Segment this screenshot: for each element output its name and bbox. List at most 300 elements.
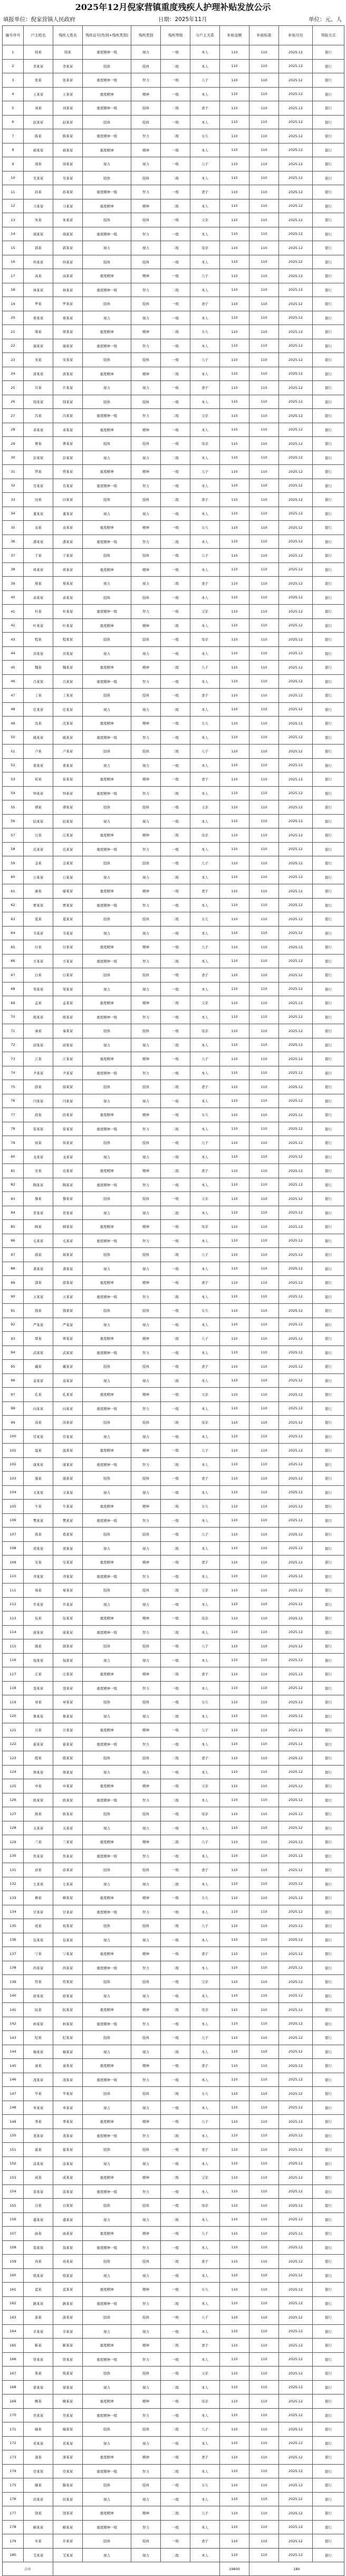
table-cell: 银行: [313, 479, 344, 493]
table-cell: 110: [220, 1192, 249, 1206]
table-cell: 一级: [161, 1108, 190, 1122]
table-cell: 智力: [131, 1513, 161, 1528]
table-cell: 110: [220, 1681, 249, 1695]
table-cell: 儿子: [190, 1136, 220, 1150]
table-cell: 110: [249, 842, 279, 856]
table-cell: 银行: [313, 2352, 344, 2367]
table-cell: 阮某某: [53, 2003, 83, 2017]
table-cell: 85: [3, 1220, 24, 1234]
table-cell: 110: [220, 1695, 249, 1710]
table-cell: 王某某: [53, 87, 83, 101]
table-cell: 龚某某: [24, 1262, 53, 1276]
table-cell: 110: [249, 1150, 279, 1164]
table-cell: 110: [249, 828, 279, 843]
table-cell: 李某某: [24, 59, 53, 73]
column-header: 领取方式: [313, 26, 344, 45]
table-cell: 银行: [313, 1919, 344, 1933]
table-cell: 一级: [161, 213, 190, 227]
table-cell: 2025.12: [279, 745, 313, 759]
table-cell: 110: [220, 185, 249, 199]
table-cell: 110: [249, 255, 279, 269]
table-cell: 精神: [131, 2003, 161, 2017]
table-cell: 110: [220, 2506, 249, 2521]
table-cell: 110: [220, 2087, 249, 2101]
table-row: [3, 1080, 344, 1094]
table-cell: 银行: [313, 493, 344, 507]
table-row: [3, 1919, 344, 1933]
table-cell: 贺某某: [53, 1206, 83, 1220]
table-cell: 一级: [161, 2394, 190, 2409]
table-cell: 110: [220, 702, 249, 717]
table-row: [3, 1751, 344, 1766]
table-cell: 一级: [161, 800, 190, 815]
table-cell: 10: [3, 171, 24, 185]
table-cell: 112: [3, 1597, 24, 1611]
table-cell: 肢体: [83, 800, 131, 815]
table-cell: 智力: [131, 1457, 161, 1472]
table-cell: 儿子: [190, 1444, 220, 1458]
table-cell: 银行: [313, 507, 344, 521]
table-cell: 邵某某: [53, 1276, 83, 1290]
table-row: [3, 1989, 344, 2003]
table-cell: 2025.12: [279, 1556, 313, 1570]
table-cell: 一级: [161, 590, 190, 605]
table-cell: 银行: [313, 171, 344, 185]
table-cell: 银行: [313, 2143, 344, 2157]
table-cell: 肢体: [131, 1304, 161, 1318]
table-cell: 银行: [313, 395, 344, 409]
table-cell: 银行: [313, 2339, 344, 2353]
table-cell: 蓝某某: [53, 2283, 83, 2297]
table-cell: 110: [220, 1136, 249, 1150]
table-cell: 银行: [313, 73, 344, 88]
table-cell: 一级: [161, 143, 190, 157]
table-cell: 110: [249, 2199, 279, 2213]
table-cell: 110: [220, 535, 249, 549]
table-cell: 殷某: [24, 1751, 53, 1766]
table-cell: 重度精神一级: [83, 227, 131, 241]
table-row: [3, 437, 344, 451]
table-cell: 110: [249, 633, 279, 647]
table-cell: 重度精神一级: [83, 101, 131, 116]
table-cell: 儿子: [190, 745, 220, 759]
table-cell: 肢体: [131, 912, 161, 927]
table-cell: 妻子: [190, 381, 220, 395]
table-cell: 132: [3, 1877, 24, 1891]
table-cell: 110: [249, 2408, 279, 2422]
table-cell: 2025.12: [279, 828, 313, 843]
table-cell: 视力: [83, 1429, 131, 1444]
table-row: [3, 325, 344, 339]
table-cell: 二级: [161, 2422, 190, 2437]
table-cell: 妻子: [190, 101, 220, 116]
table-cell: 14: [3, 227, 24, 241]
table-cell: 母亲: [190, 2003, 220, 2017]
table-cell: 易某: [24, 1583, 53, 1598]
table-cell: 智力: [131, 2520, 161, 2534]
table-cell: 2025.12: [279, 2087, 313, 2101]
table-cell: 一级: [161, 1318, 190, 1332]
table-cell: 郭某某: [53, 241, 83, 255]
table-cell: 银行: [313, 1583, 344, 1598]
table-cell: 方某某: [24, 954, 53, 968]
table-cell: 银行: [313, 2324, 344, 2339]
table-cell: 2025.12: [279, 856, 313, 871]
table-cell: 银行: [313, 800, 344, 815]
table-cell: 视力: [131, 451, 161, 465]
table-cell: 智力: [131, 2296, 161, 2311]
table-cell: 2025.12: [279, 842, 313, 856]
table-cell: 智力: [131, 730, 161, 745]
table-cell: 2025.12: [279, 2367, 313, 2381]
table-row: [3, 1024, 344, 1038]
table-cell: 3: [3, 73, 24, 88]
table-cell: 150: [3, 2129, 24, 2143]
table-cell: 二级: [161, 661, 190, 675]
table-cell: 127: [3, 1807, 24, 1821]
table-row: [3, 2031, 344, 2045]
table-cell: 110: [249, 1779, 279, 1793]
table-cell: 黎某某: [53, 1192, 83, 1206]
table-cell: 银行: [313, 1653, 344, 1667]
table-cell: 75: [3, 1080, 24, 1094]
table-cell: 110: [249, 45, 279, 60]
table-row: [3, 1066, 344, 1080]
table-cell: 110: [220, 241, 249, 255]
table-cell: 视力: [131, 1373, 161, 1388]
table-cell: 110: [249, 1178, 279, 1192]
table-cell: 一级: [161, 1639, 190, 1654]
table-cell: 2025.12: [279, 2520, 313, 2534]
table-cell: 110: [249, 968, 279, 982]
table-cell: 一级: [161, 1262, 190, 1276]
table-cell: 110: [220, 255, 249, 269]
table-row: [3, 1150, 344, 1164]
table-cell: 本人: [190, 2268, 220, 2283]
table-cell: 陈某: [24, 129, 53, 144]
table-cell: 重度精神: [83, 2003, 131, 2017]
table-cell: 本人: [190, 255, 220, 269]
table-cell: 110: [220, 1388, 249, 1402]
table-cell: 银行: [313, 1807, 344, 1821]
table-cell: 贾某某: [53, 898, 83, 912]
table-cell: 银行: [313, 199, 344, 213]
table-cell: 儿子: [190, 940, 220, 955]
table-cell: 110: [249, 940, 279, 955]
table-cell: 丁某: [24, 689, 53, 703]
table-cell: 银行: [313, 1541, 344, 1556]
table-row: [3, 605, 344, 619]
table-cell: 一级: [161, 437, 190, 451]
table-cell: 110: [220, 1304, 249, 1318]
table-row: [3, 1136, 344, 1150]
table-cell: 110: [220, 1276, 249, 1290]
table-cell: 严某某: [24, 1318, 53, 1332]
table-cell: 175: [3, 2478, 24, 2493]
table-cell: 本人: [190, 1122, 220, 1136]
table-cell: 谢某某: [53, 339, 83, 353]
table-cell: 144: [3, 2045, 24, 2059]
table-cell: 银行: [313, 1010, 344, 1024]
table-cell: 二级: [161, 828, 190, 843]
table-cell: 110: [249, 605, 279, 619]
table-cell: 母亲: [190, 1220, 220, 1234]
table-cell: 银行: [313, 1765, 344, 1779]
table-cell: 成某某: [53, 2171, 83, 2185]
table-cell: 2025.12: [279, 115, 313, 129]
table-cell: 110: [249, 1667, 279, 1682]
table-cell: 25: [3, 381, 24, 395]
table-cell: 103: [3, 1472, 24, 1486]
table-cell: 曾某某: [53, 465, 83, 479]
table-cell: 本人: [190, 590, 220, 605]
table-cell: 110: [220, 2548, 249, 2562]
table-row: [3, 1444, 344, 1458]
table-cell: 一级: [161, 1360, 190, 1374]
table-cell: 肖某某: [24, 479, 53, 493]
table-cell: 110: [220, 605, 249, 619]
table-cell: 智力: [131, 2240, 161, 2255]
table-row: [3, 549, 344, 563]
table-cell: 骆某某: [53, 2268, 83, 2283]
table-cell: 一级: [161, 1220, 190, 1234]
table-cell: 银行: [313, 1066, 344, 1080]
table-cell: 滕某: [24, 2478, 53, 2493]
table-cell: 110: [249, 59, 279, 73]
table-cell: 一级: [161, 2311, 190, 2325]
table-cell: 重度精神一级: [83, 1178, 131, 1192]
table-body: [3, 45, 344, 2562]
table-cell: 110: [249, 1947, 279, 1961]
table-cell: 本人: [190, 2073, 220, 2087]
table-cell: 一级: [161, 1136, 190, 1150]
table-cell: 邵某: [24, 1276, 53, 1290]
table-cell: 123: [3, 1751, 24, 1766]
table-cell: 二级: [161, 2296, 190, 2311]
table-cell: 一级: [161, 227, 190, 241]
table-cell: 霍某: [24, 2143, 53, 2157]
table-cell: 女儿: [190, 1500, 220, 1514]
table-cell: 二级: [161, 493, 190, 507]
table-cell: 110: [249, 1513, 279, 1528]
table-cell: 二级: [161, 2045, 190, 2059]
table-cell: 154: [3, 2184, 24, 2199]
table-cell: 郭某: [24, 241, 53, 255]
table-cell: 16: [3, 255, 24, 269]
table-cell: 视力: [131, 2380, 161, 2394]
table-cell: 聂某某: [53, 1681, 83, 1695]
table-cell: 2025.12: [279, 1360, 313, 1374]
table-cell: 110: [220, 1373, 249, 1388]
table-cell: 二级: [161, 2339, 190, 2353]
table-cell: 45: [3, 661, 24, 675]
table-cell: 一级: [161, 772, 190, 787]
table-cell: 智力: [131, 1010, 161, 1024]
table-cell: 110: [220, 2184, 249, 2199]
table-cell: 122: [3, 1737, 24, 1751]
table-row: [3, 1667, 344, 1682]
table-row: [3, 1094, 344, 1108]
table-cell: 肢体: [131, 2255, 161, 2269]
table-cell: 110: [249, 2283, 279, 2297]
table-cell: 肢体: [131, 1975, 161, 1989]
table-cell: 妻子: [190, 968, 220, 982]
total-label: 合计: [3, 2562, 53, 2576]
table-row: [3, 465, 344, 479]
table-row: [3, 2464, 344, 2478]
table-cell: 153: [3, 2171, 24, 2185]
table-cell: 2025.12: [279, 1401, 313, 1416]
table-cell: 房某某: [53, 2464, 83, 2478]
table-cell: 17: [3, 269, 24, 283]
table-row: [3, 2436, 344, 2450]
table-cell: 视力: [83, 646, 131, 661]
table-cell: 本人: [190, 227, 220, 241]
table-cell: 鲍某: [24, 2394, 53, 2409]
table-cell: 11: [3, 185, 24, 199]
table-cell: 2025.12: [279, 2422, 313, 2437]
table-cell: 苗某某: [24, 2184, 53, 2199]
column-header: 户主姓名: [24, 26, 53, 45]
table-cell: 110: [220, 2492, 249, 2506]
table-cell: 2025.12: [279, 870, 313, 884]
table-cell: 银行: [313, 633, 344, 647]
table-cell: 本人: [190, 1094, 220, 1108]
table-cell: 110: [220, 1206, 249, 1220]
table-cell: 2025.12: [279, 353, 313, 367]
table-cell: 智力: [131, 185, 161, 199]
table-row: [3, 269, 344, 283]
table-cell: 尚某某: [24, 1961, 53, 1975]
table-cell: 葛某某: [53, 1528, 83, 1542]
table-cell: 110: [249, 1583, 279, 1598]
table-cell: 110: [249, 2520, 279, 2534]
table-cell: 24: [3, 367, 24, 381]
table-cell: 107: [3, 1528, 24, 1542]
table-cell: 裴某某: [53, 2129, 83, 2143]
table-cell: 110: [220, 2171, 249, 2185]
table-cell: 程某: [24, 633, 53, 647]
table-cell: 一级: [161, 730, 190, 745]
table-cell: 本人: [190, 1401, 220, 1416]
table-cell: 110: [220, 1164, 249, 1178]
table-cell: 2025.12: [279, 1416, 313, 1430]
table-cell: 智力: [131, 842, 161, 856]
table-cell: 39: [3, 577, 24, 591]
table-cell: 69: [3, 996, 24, 1010]
table-row: [3, 1765, 344, 1779]
table-cell: 贾某某: [24, 898, 53, 912]
table-cell: 110: [249, 1877, 279, 1891]
table-cell: 侯某: [24, 1136, 53, 1150]
table-cell: 姜某某: [53, 758, 83, 772]
table-cell: 妻子: [190, 2450, 220, 2465]
table-cell: 视力: [131, 45, 161, 60]
table-row: [3, 870, 344, 884]
table-cell: 一级: [161, 479, 190, 493]
table-cell: 视力: [83, 1485, 131, 1500]
table-cell: 儿子: [190, 1835, 220, 1849]
table-cell: 颜某某: [53, 1639, 83, 1654]
table-cell: 银行: [313, 954, 344, 968]
table-row: [3, 1905, 344, 1919]
table-cell: 银行: [313, 562, 344, 577]
table-cell: 2025.12: [279, 2031, 313, 2045]
column-header: 补贴标准: [249, 26, 279, 45]
table-cell: 周某: [24, 157, 53, 171]
table-cell: 银行: [313, 842, 344, 856]
table-cell: 安某: [24, 1556, 53, 1570]
table-cell: 妻子: [190, 2255, 220, 2269]
table-cell: 110: [220, 2240, 249, 2255]
table-cell: 二级: [161, 1835, 190, 1849]
table-cell: 2025.12: [279, 1541, 313, 1556]
table-cell: 本人: [190, 954, 220, 968]
table-row: [3, 2240, 344, 2255]
table-cell: 重度精神一级: [83, 1625, 131, 1639]
table-cell: 本人: [190, 2296, 220, 2311]
table-cell: 110: [249, 884, 279, 899]
table-cell: 重度精神: [83, 996, 131, 1010]
table-cell: 银行: [313, 2311, 344, 2325]
table-cell: 智力: [131, 674, 161, 689]
table-cell: 柯某某: [53, 2017, 83, 2031]
table-cell: 视力: [83, 1373, 131, 1388]
table-row: [3, 2143, 344, 2157]
table-cell: 94: [3, 1346, 24, 1360]
table-cell: 83: [3, 1192, 24, 1206]
table-cell: 银行: [313, 2478, 344, 2493]
table-cell: 贺某某: [24, 1206, 53, 1220]
table-cell: 本人: [190, 1961, 220, 1975]
table-cell: 110: [249, 758, 279, 772]
table-cell: 二级: [161, 1122, 190, 1136]
table-row: [3, 479, 344, 493]
table-cell: 110: [220, 954, 249, 968]
table-cell: 智力: [131, 129, 161, 144]
table-cell: 智力: [131, 1905, 161, 1919]
table-cell: 向某某: [24, 1401, 53, 1416]
table-cell: 110: [249, 2059, 279, 2073]
unit-label: 单位：元、人: [309, 16, 342, 23]
table-cell: 110: [220, 1807, 249, 1821]
table-cell: 肢体: [131, 1192, 161, 1206]
table-cell: 本人: [190, 2184, 220, 2199]
table-row: [3, 1835, 344, 1849]
table-cell: 2025.12: [279, 646, 313, 661]
table-row: [3, 814, 344, 828]
table-cell: 银行: [313, 982, 344, 996]
table-cell: 151: [3, 2143, 24, 2157]
table-cell: 72: [3, 1038, 24, 1052]
table-cell: 范某某: [53, 842, 83, 856]
table-cell: 110: [220, 213, 249, 227]
table-cell: 一级: [161, 2534, 190, 2549]
table-cell: 110: [249, 1332, 279, 1346]
table-cell: 110: [220, 1122, 249, 1136]
table-row: [3, 828, 344, 843]
table-cell: 2025.12: [279, 1528, 313, 1542]
table-cell: 一级: [161, 423, 190, 437]
table-cell: 110: [249, 856, 279, 871]
table-cell: 110: [249, 2548, 279, 2562]
table-cell: 110: [220, 171, 249, 185]
table-cell: 2025.12: [279, 2311, 313, 2325]
table-cell: 110: [249, 1080, 279, 1094]
table-cell: 本人: [190, 451, 220, 465]
table-cell: 110: [249, 2101, 279, 2115]
table-cell: 刘某: [24, 101, 53, 116]
